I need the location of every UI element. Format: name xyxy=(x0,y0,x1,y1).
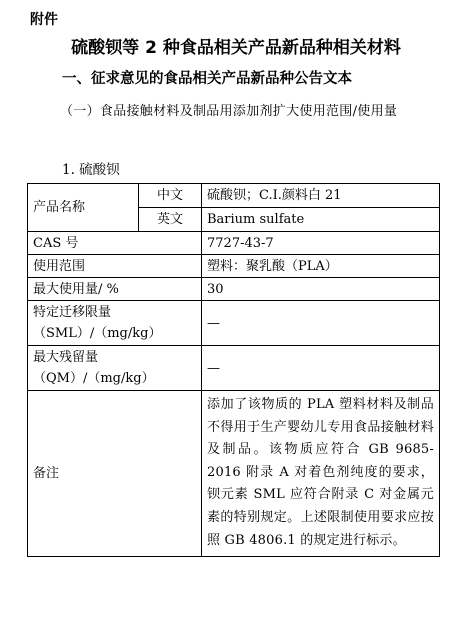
english-label: 英文 xyxy=(139,208,202,232)
remarks-value: 添加了该物质的 PLA 塑料材料及制品不得用于生产婴幼儿专用食品接触材料及制品。该物质应符合 GB 9685-2016 附录 A 对着色剂纯度的要求，钡元素 SML 应符合附录 C 对金属元素的特别规定。上述限制使用要求应按照 GB 4806.1 的规定进行标示。 xyxy=(202,391,440,557)
sml-label-line1: 特定迁移限量 xyxy=(33,305,112,320)
attachment-label: 附件 xyxy=(30,12,58,28)
chinese-label: 中文 xyxy=(139,184,202,208)
cas-value: 7727-43-7 xyxy=(202,232,440,255)
sml-label-line2: （SML）/（mg/kg） xyxy=(33,326,162,341)
english-name-value: Barium sulfate xyxy=(202,208,440,232)
sml-label xyxy=(28,301,202,346)
chinese-name-value: 硫酸钡；C.I.颜料白 21 xyxy=(202,184,440,208)
qm-label-line2: （QM）/（mg/kg） xyxy=(33,371,155,386)
section-heading: 一、征求意见的食品相关产品新品种公告文本 xyxy=(62,71,352,87)
item-heading: 1. 硫酸钡 xyxy=(62,162,120,178)
max-use-value: 30 xyxy=(202,278,440,301)
cas-label: CAS 号 xyxy=(28,232,202,255)
max-use-label: 最大使用量/ % xyxy=(28,278,202,301)
specification-table xyxy=(27,183,440,557)
document-title: 硫酸钡等 2 种食品相关产品新品种相关材料 xyxy=(71,38,401,58)
scope-value: 塑料：聚乳酸（PLA） xyxy=(202,255,440,278)
product-name-label: 产品名称 xyxy=(28,184,139,232)
scope-label: 使用范围 xyxy=(28,255,202,278)
remarks-label: 备注 xyxy=(28,391,202,557)
qm-label-line1: 最大残留量 xyxy=(33,350,99,365)
sml-value: — xyxy=(202,301,440,346)
subsection-heading: （一）食品接触材料及制品用添加剂扩大使用范围/使用量 xyxy=(60,104,398,119)
qm-value: — xyxy=(202,346,440,391)
qm-label xyxy=(28,346,202,391)
